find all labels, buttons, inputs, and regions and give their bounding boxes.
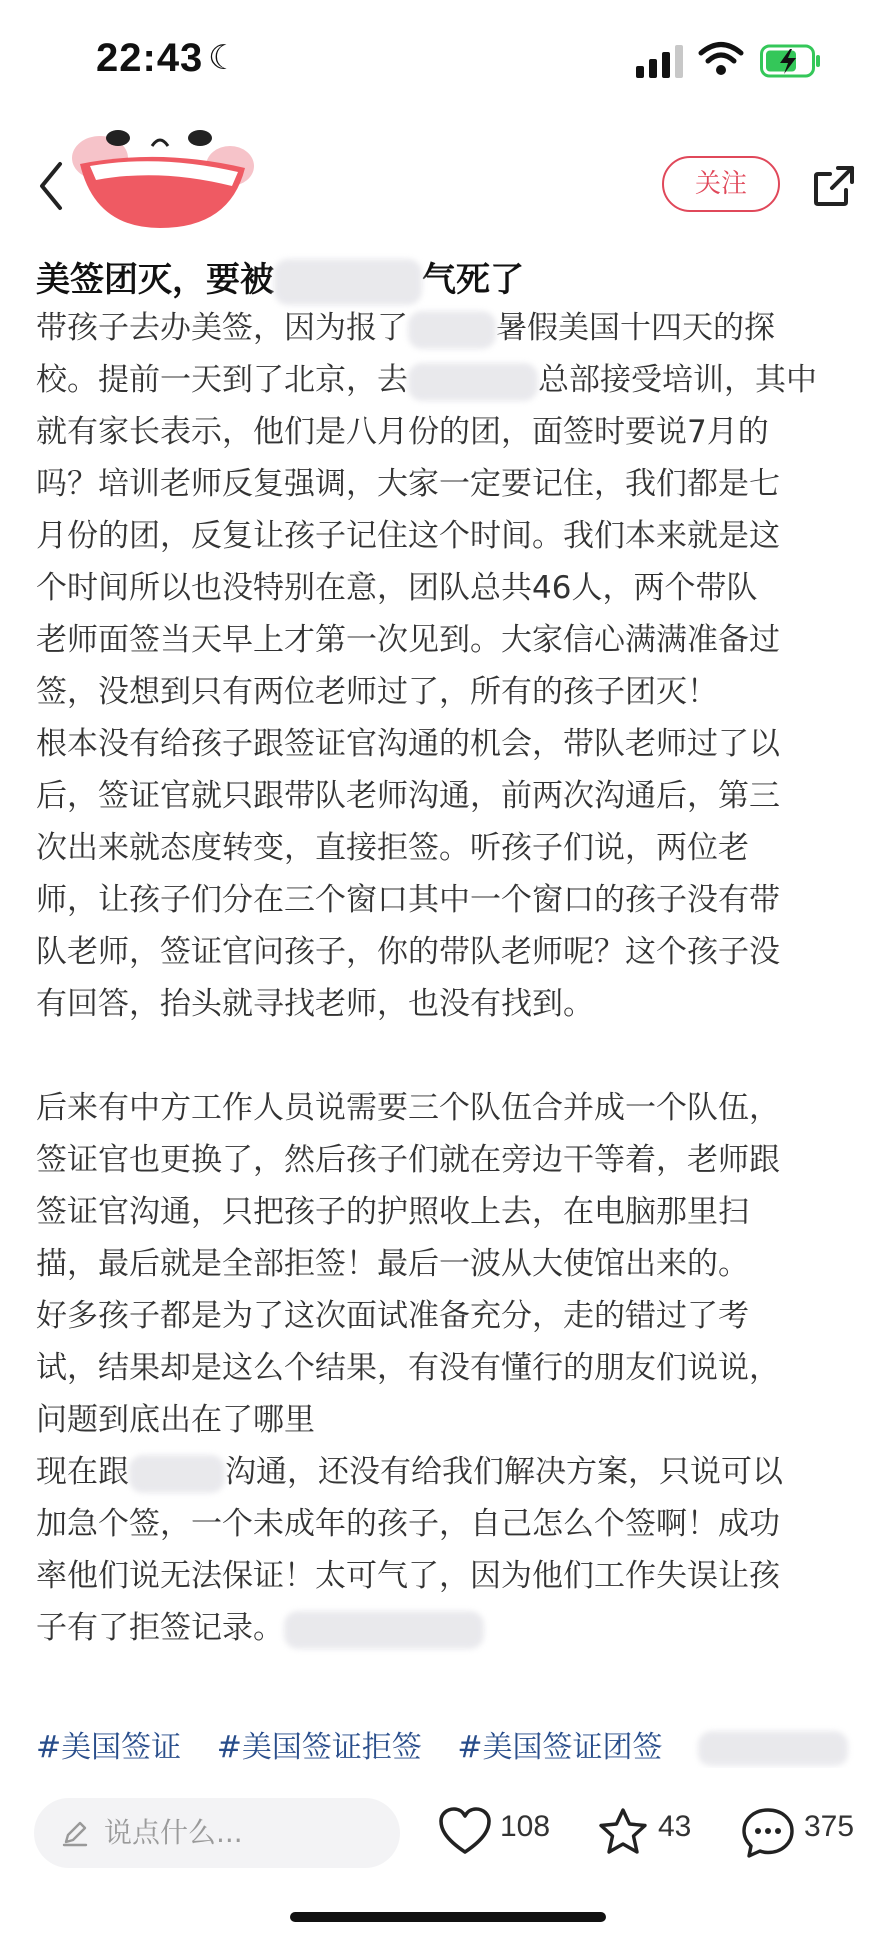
body-text: 总部接受培训，其中 (538, 362, 817, 398)
body-line (36, 458, 866, 510)
moon-icon: ☾ (208, 38, 239, 78)
body-text: 有回答，抬头就寻找老师，也没有找到。 (36, 986, 594, 1022)
hashtag[interactable]: #美国签证拒签 (216, 1730, 422, 1765)
home-indicator[interactable] (290, 1912, 606, 1922)
body-line (36, 1290, 866, 1342)
body-text: 试，结果却是这么个结果，有没有懂行的朋友们说说， (36, 1350, 780, 1386)
body-text: 后，签证官就只跟带队老师沟通，前两次沟通后，第三 (36, 778, 780, 814)
heart-icon (438, 1806, 492, 1856)
body-text: 就有家长表示，他们是八月份的团，面签时要说7月的 (36, 414, 769, 450)
post-title (36, 252, 866, 305)
body-text: 月份的团，反复让孩子记住这个时间。我们本来就是这 (36, 518, 780, 554)
body-line (36, 926, 866, 978)
comment-placeholder: 说点什么... (104, 1816, 243, 1849)
body-text: 个时间所以也没特别在意，团队总共46人，两个带队 (36, 570, 758, 606)
body-text: 子有了拒签记录。 (36, 1610, 284, 1646)
paragraph-spacer (36, 1030, 866, 1082)
signal-icon (634, 44, 690, 78)
body-text: 好多孩子都是为了这次面试准备充分，走的错过了考 (36, 1298, 749, 1334)
like-button[interactable] (438, 1802, 558, 1862)
body-text: 现在跟 (36, 1454, 129, 1490)
body-line (36, 1446, 866, 1498)
favorite-count: 43 (658, 1810, 692, 1843)
follow-button[interactable]: 关注 (662, 156, 780, 212)
wifi-icon (698, 40, 744, 78)
body-text: 带孩子去办美签，因为报了 (36, 310, 408, 346)
post-body (36, 302, 866, 1654)
redacted-blur (408, 363, 538, 401)
tag-list (36, 1722, 896, 1768)
body-text: 队老师，签证官问孩子，你的带队老师呢？这个孩子没 (36, 934, 780, 970)
battery-icon (760, 44, 822, 78)
bottom-action-bar (0, 1776, 896, 1896)
body-text: 签证官沟通，只把孩子的护照收上去，在电脑那里扫 (36, 1194, 749, 1230)
body-text: 签证官也更换了，然后孩子们就在旁边干等着，老师跟 (36, 1142, 780, 1178)
pencil-icon (60, 1818, 90, 1848)
nav-bar (0, 120, 896, 250)
star-icon (596, 1806, 650, 1858)
favorite-button[interactable] (596, 1802, 696, 1862)
body-text: 暑假美国十四天的探 (496, 310, 775, 346)
status-bar (0, 0, 896, 120)
body-text: 老师面签当天早上才第一次见到。大家信心满满准备过 (36, 622, 780, 658)
body-text: 吗？培训老师反复强调，大家一定要记住，我们都是七 (36, 466, 780, 502)
body-line (36, 770, 866, 822)
hashtag[interactable]: #美国签证团签 (457, 1730, 663, 1765)
body-line (36, 1498, 866, 1550)
body-line (36, 1238, 866, 1290)
share-icon[interactable] (812, 164, 856, 208)
comment-button[interactable] (740, 1802, 880, 1862)
avatar[interactable] (60, 128, 260, 238)
redacted-blur (284, 1611, 484, 1649)
body-text: 次出来就态度转变，直接拒签。听孩子们说，两位老 (36, 830, 749, 866)
body-line (36, 666, 866, 718)
title-text: 美签团灭，要被 (36, 260, 274, 300)
body-line (36, 1550, 866, 1602)
body-text: 师，让孩子们分在三个窗口其中一个窗口的孩子没有带 (36, 882, 780, 918)
body-line (36, 614, 866, 666)
body-text: 沟通，还没有给我们解决方案，只说可以 (225, 1454, 783, 1490)
body-text: 签，没想到只有两位老师过了，所有的孩子团灭！ (36, 674, 718, 710)
comment-count: 375 (804, 1810, 855, 1843)
body-line (36, 1134, 866, 1186)
body-text: 描，最后就是全部拒签！最后一波从大使馆出来的。 (36, 1246, 749, 1282)
title-text: 气死了 (422, 260, 524, 300)
body-line (36, 1082, 866, 1134)
redacted-blur (274, 259, 422, 305)
body-line (36, 874, 866, 926)
body-text: 率他们说无法保证！太可气了，因为他们工作失误让孩 (36, 1558, 780, 1594)
body-line (36, 718, 866, 770)
body-line (36, 354, 866, 406)
like-count: 108 (500, 1810, 551, 1843)
hashtag[interactable]: #美国签证 (36, 1730, 182, 1765)
redacted-blur (698, 1731, 848, 1767)
redacted-blur (408, 311, 496, 349)
body-text: 校。提前一天到了北京，去 (36, 362, 408, 398)
body-line (36, 1602, 866, 1654)
body-line (36, 978, 866, 1030)
comment-input[interactable] (34, 1798, 400, 1868)
comment-icon (740, 1806, 796, 1860)
redacted-blur (129, 1455, 225, 1493)
body-line (36, 302, 866, 354)
body-text: 加急个签，一个未成年的孩子，自己怎么个签啊！成功 (36, 1506, 780, 1542)
body-text: 问题到底出在了哪里 (36, 1402, 315, 1438)
body-line (36, 1394, 866, 1446)
body-line (36, 822, 866, 874)
body-line (36, 1342, 866, 1394)
body-line (36, 406, 866, 458)
body-text: 根本没有给孩子跟签证官沟通的机会，带队老师过了以 (36, 726, 780, 762)
body-text: 后来有中方工作人员说需要三个队伍合并成一个队伍， (36, 1090, 780, 1126)
body-line (36, 1186, 866, 1238)
body-line (36, 562, 866, 614)
body-line (36, 510, 866, 562)
status-time: 22:43 (96, 36, 204, 80)
